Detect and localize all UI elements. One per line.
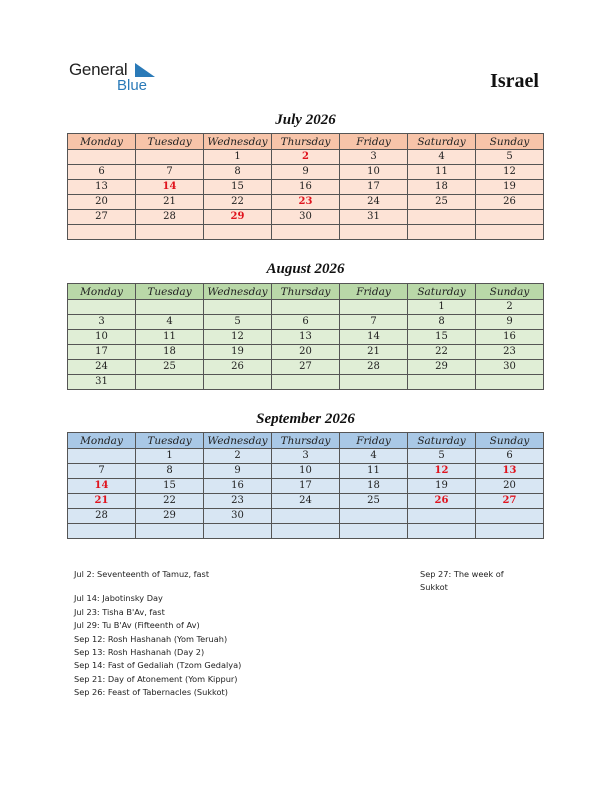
day-cell: 31	[340, 210, 408, 225]
day-cell: 14	[136, 180, 204, 195]
day-cell: 3	[68, 315, 136, 330]
weekday-header: Sunday	[476, 284, 544, 300]
day-cell: 22	[204, 195, 272, 210]
day-cell: 23	[476, 345, 544, 360]
weekday-header: Wednesday	[204, 433, 272, 449]
day-cell	[204, 524, 272, 539]
week-row	[68, 360, 544, 375]
day-cell: 14	[340, 330, 408, 345]
day-cell: 24	[68, 360, 136, 375]
week-row	[68, 210, 544, 225]
day-cell: 6	[68, 165, 136, 180]
day-cell: 30	[476, 360, 544, 375]
day-cell: 10	[340, 165, 408, 180]
day-cell: 29	[408, 360, 476, 375]
weekday-header: Monday	[68, 433, 136, 449]
week-row	[68, 150, 544, 165]
day-cell	[476, 524, 544, 539]
day-cell	[408, 524, 476, 539]
day-cell: 5	[408, 449, 476, 464]
country-title: Israel	[490, 70, 539, 92]
calendar-july	[67, 133, 544, 240]
day-cell: 23	[204, 494, 272, 509]
day-cell: 17	[68, 345, 136, 360]
day-cell	[272, 509, 340, 524]
holiday-note: Sep 12: Rosh Hashanah (Yom Teruah)	[74, 633, 228, 644]
day-cell: 16	[204, 479, 272, 494]
day-cell	[272, 225, 340, 240]
week-row	[68, 449, 544, 464]
weekday-header: Tuesday	[136, 433, 204, 449]
day-cell	[136, 300, 204, 315]
holiday-note: Sep 14: Fast of Gedaliah (Tzom Gedalya)	[74, 660, 242, 671]
day-cell	[136, 225, 204, 240]
day-cell: 26	[408, 494, 476, 509]
day-cell: 24	[340, 195, 408, 210]
day-cell: 1	[136, 449, 204, 464]
day-cell: 1	[408, 300, 476, 315]
day-cell	[68, 524, 136, 539]
week-row	[68, 524, 544, 539]
weekday-header: Monday	[68, 134, 136, 150]
day-cell	[272, 300, 340, 315]
day-cell	[340, 524, 408, 539]
day-cell	[204, 300, 272, 315]
day-cell: 26	[204, 360, 272, 375]
day-cell	[136, 524, 204, 539]
day-cell: 12	[408, 464, 476, 479]
holiday-note: Jul 14: Jabotinsky Day	[74, 593, 163, 604]
day-cell	[340, 300, 408, 315]
day-cell: 19	[476, 180, 544, 195]
weekday-header: Friday	[340, 134, 408, 150]
day-cell: 2	[204, 449, 272, 464]
week-row	[68, 509, 544, 524]
day-cell: 26	[476, 195, 544, 210]
day-cell	[476, 210, 544, 225]
day-cell: 6	[272, 315, 340, 330]
weekday-header: Friday	[340, 433, 408, 449]
day-cell: 7	[340, 315, 408, 330]
day-cell: 21	[340, 345, 408, 360]
day-cell: 12	[204, 330, 272, 345]
day-cell: 10	[272, 464, 340, 479]
day-cell: 27	[476, 494, 544, 509]
day-cell: 21	[136, 195, 204, 210]
day-cell: 28	[136, 210, 204, 225]
day-cell	[340, 509, 408, 524]
month-title-september: September 2026	[256, 411, 355, 427]
day-cell	[204, 375, 272, 390]
holiday-note: Jul 29: Tu B'Av (Fifteenth of Av)	[74, 620, 200, 631]
day-cell: 13	[272, 330, 340, 345]
calendar-september	[67, 432, 544, 539]
day-cell: 11	[136, 330, 204, 345]
day-cell: 19	[204, 345, 272, 360]
weekday-header: Thursday	[272, 284, 340, 300]
day-cell	[68, 225, 136, 240]
day-cell: 4	[340, 449, 408, 464]
day-cell	[68, 150, 136, 165]
triangle-flag-icon	[135, 63, 155, 77]
week-row	[68, 464, 544, 479]
day-cell	[136, 150, 204, 165]
holiday-note: Jul 23: Tisha B'Av, fast	[74, 606, 165, 617]
day-cell: 22	[136, 494, 204, 509]
holiday-note: Sep 26: Feast of Tabernacles (Sukkot)	[74, 687, 228, 698]
day-cell: 11	[340, 464, 408, 479]
day-cell: 29	[204, 210, 272, 225]
weekday-header-row	[68, 433, 544, 449]
week-row	[68, 494, 544, 509]
day-cell: 16	[272, 180, 340, 195]
weekday-header-row	[68, 134, 544, 150]
weekday-header: Monday	[68, 284, 136, 300]
day-cell: 27	[272, 360, 340, 375]
day-cell: 20	[476, 479, 544, 494]
day-cell: 2	[272, 150, 340, 165]
day-cell: 17	[272, 479, 340, 494]
week-row	[68, 225, 544, 240]
day-cell	[476, 375, 544, 390]
day-cell: 3	[272, 449, 340, 464]
day-cell: 24	[272, 494, 340, 509]
weekday-header: Tuesday	[136, 284, 204, 300]
week-row	[68, 479, 544, 494]
day-cell: 2	[476, 300, 544, 315]
week-row	[68, 375, 544, 390]
day-cell: 28	[340, 360, 408, 375]
day-cell: 25	[408, 195, 476, 210]
day-cell: 25	[136, 360, 204, 375]
day-cell: 29	[136, 509, 204, 524]
day-cell: 6	[476, 449, 544, 464]
holiday-note: Jul 2: Seventeenth of Tamuz, fast	[74, 569, 210, 579]
day-cell: 15	[408, 330, 476, 345]
day-cell: 7	[68, 464, 136, 479]
day-cell: 9	[204, 464, 272, 479]
day-cell	[408, 375, 476, 390]
day-cell	[476, 509, 544, 524]
weekday-header: Sunday	[476, 134, 544, 150]
weekday-header: Wednesday	[204, 134, 272, 150]
day-cell: 1	[204, 150, 272, 165]
day-cell: 20	[68, 195, 136, 210]
day-cell	[340, 225, 408, 240]
weekday-header: Sunday	[476, 433, 544, 449]
day-cell: 5	[476, 150, 544, 165]
day-cell: 4	[408, 150, 476, 165]
week-row	[68, 180, 544, 195]
day-cell: 22	[408, 345, 476, 360]
day-cell: 30	[204, 509, 272, 524]
day-cell: 5	[204, 315, 272, 330]
day-cell: 7	[136, 165, 204, 180]
day-cell: 21	[68, 494, 136, 509]
weekday-header: Saturday	[408, 284, 476, 300]
day-cell: 4	[136, 315, 204, 330]
week-row	[68, 165, 544, 180]
day-cell: 19	[408, 479, 476, 494]
day-cell: 8	[408, 315, 476, 330]
brand-word-blue: Blue	[117, 77, 148, 94]
day-cell: 11	[408, 165, 476, 180]
day-cell	[408, 225, 476, 240]
day-cell	[68, 449, 136, 464]
day-cell	[272, 375, 340, 390]
week-row	[68, 315, 544, 330]
day-cell: 28	[68, 509, 136, 524]
holiday-note: Sep 13: Rosh Hashanah (Day 2)	[74, 647, 205, 658]
day-cell: 8	[136, 464, 204, 479]
day-cell: 13	[68, 180, 136, 195]
day-cell: 14	[68, 479, 136, 494]
day-cell	[408, 509, 476, 524]
day-cell	[272, 524, 340, 539]
holiday-note: Sep 21: Day of Atonement (Yom Kippur)	[74, 673, 238, 684]
day-cell	[408, 210, 476, 225]
day-cell: 18	[340, 479, 408, 494]
weekday-header: Friday	[340, 284, 408, 300]
day-cell: 12	[476, 165, 544, 180]
day-cell: 20	[272, 345, 340, 360]
weekday-header: Thursday	[272, 134, 340, 150]
day-cell: 8	[204, 165, 272, 180]
day-cell: 18	[136, 345, 204, 360]
calendar-august	[67, 283, 544, 390]
day-cell	[136, 375, 204, 390]
week-row	[68, 330, 544, 345]
day-cell: 25	[340, 494, 408, 509]
weekday-header: Thursday	[272, 433, 340, 449]
day-cell: 23	[272, 195, 340, 210]
day-cell: 9	[272, 165, 340, 180]
day-cell: 10	[68, 330, 136, 345]
day-cell: 15	[204, 180, 272, 195]
weekday-header: Wednesday	[204, 284, 272, 300]
day-cell: 16	[476, 330, 544, 345]
day-cell: 9	[476, 315, 544, 330]
day-cell	[68, 300, 136, 315]
day-cell: 18	[408, 180, 476, 195]
week-row	[68, 195, 544, 210]
day-cell: 27	[68, 210, 136, 225]
day-cell: 17	[340, 180, 408, 195]
day-cell: 31	[68, 375, 136, 390]
day-cell: 15	[136, 479, 204, 494]
weekday-header: Tuesday	[136, 134, 204, 150]
day-cell	[476, 225, 544, 240]
day-cell	[204, 225, 272, 240]
week-row	[68, 345, 544, 360]
month-title-july: July 2026	[275, 112, 336, 128]
holiday-note: Sukkot	[420, 582, 448, 593]
day-cell: 30	[272, 210, 340, 225]
week-row	[68, 300, 544, 315]
weekday-header: Saturday	[408, 433, 476, 449]
day-cell: 13	[476, 464, 544, 479]
month-title-august: August 2026	[266, 261, 345, 277]
brand-word-general: General	[69, 60, 128, 79]
weekday-header: Saturday	[408, 134, 476, 150]
holiday-notes-right	[420, 568, 545, 595]
brand-logo	[69, 60, 169, 96]
day-cell: 3	[340, 150, 408, 165]
day-cell	[340, 375, 408, 390]
holiday-notes	[74, 568, 374, 700]
weekday-header-row	[68, 284, 544, 300]
holiday-note: Sep 27: The week of	[420, 569, 504, 579]
